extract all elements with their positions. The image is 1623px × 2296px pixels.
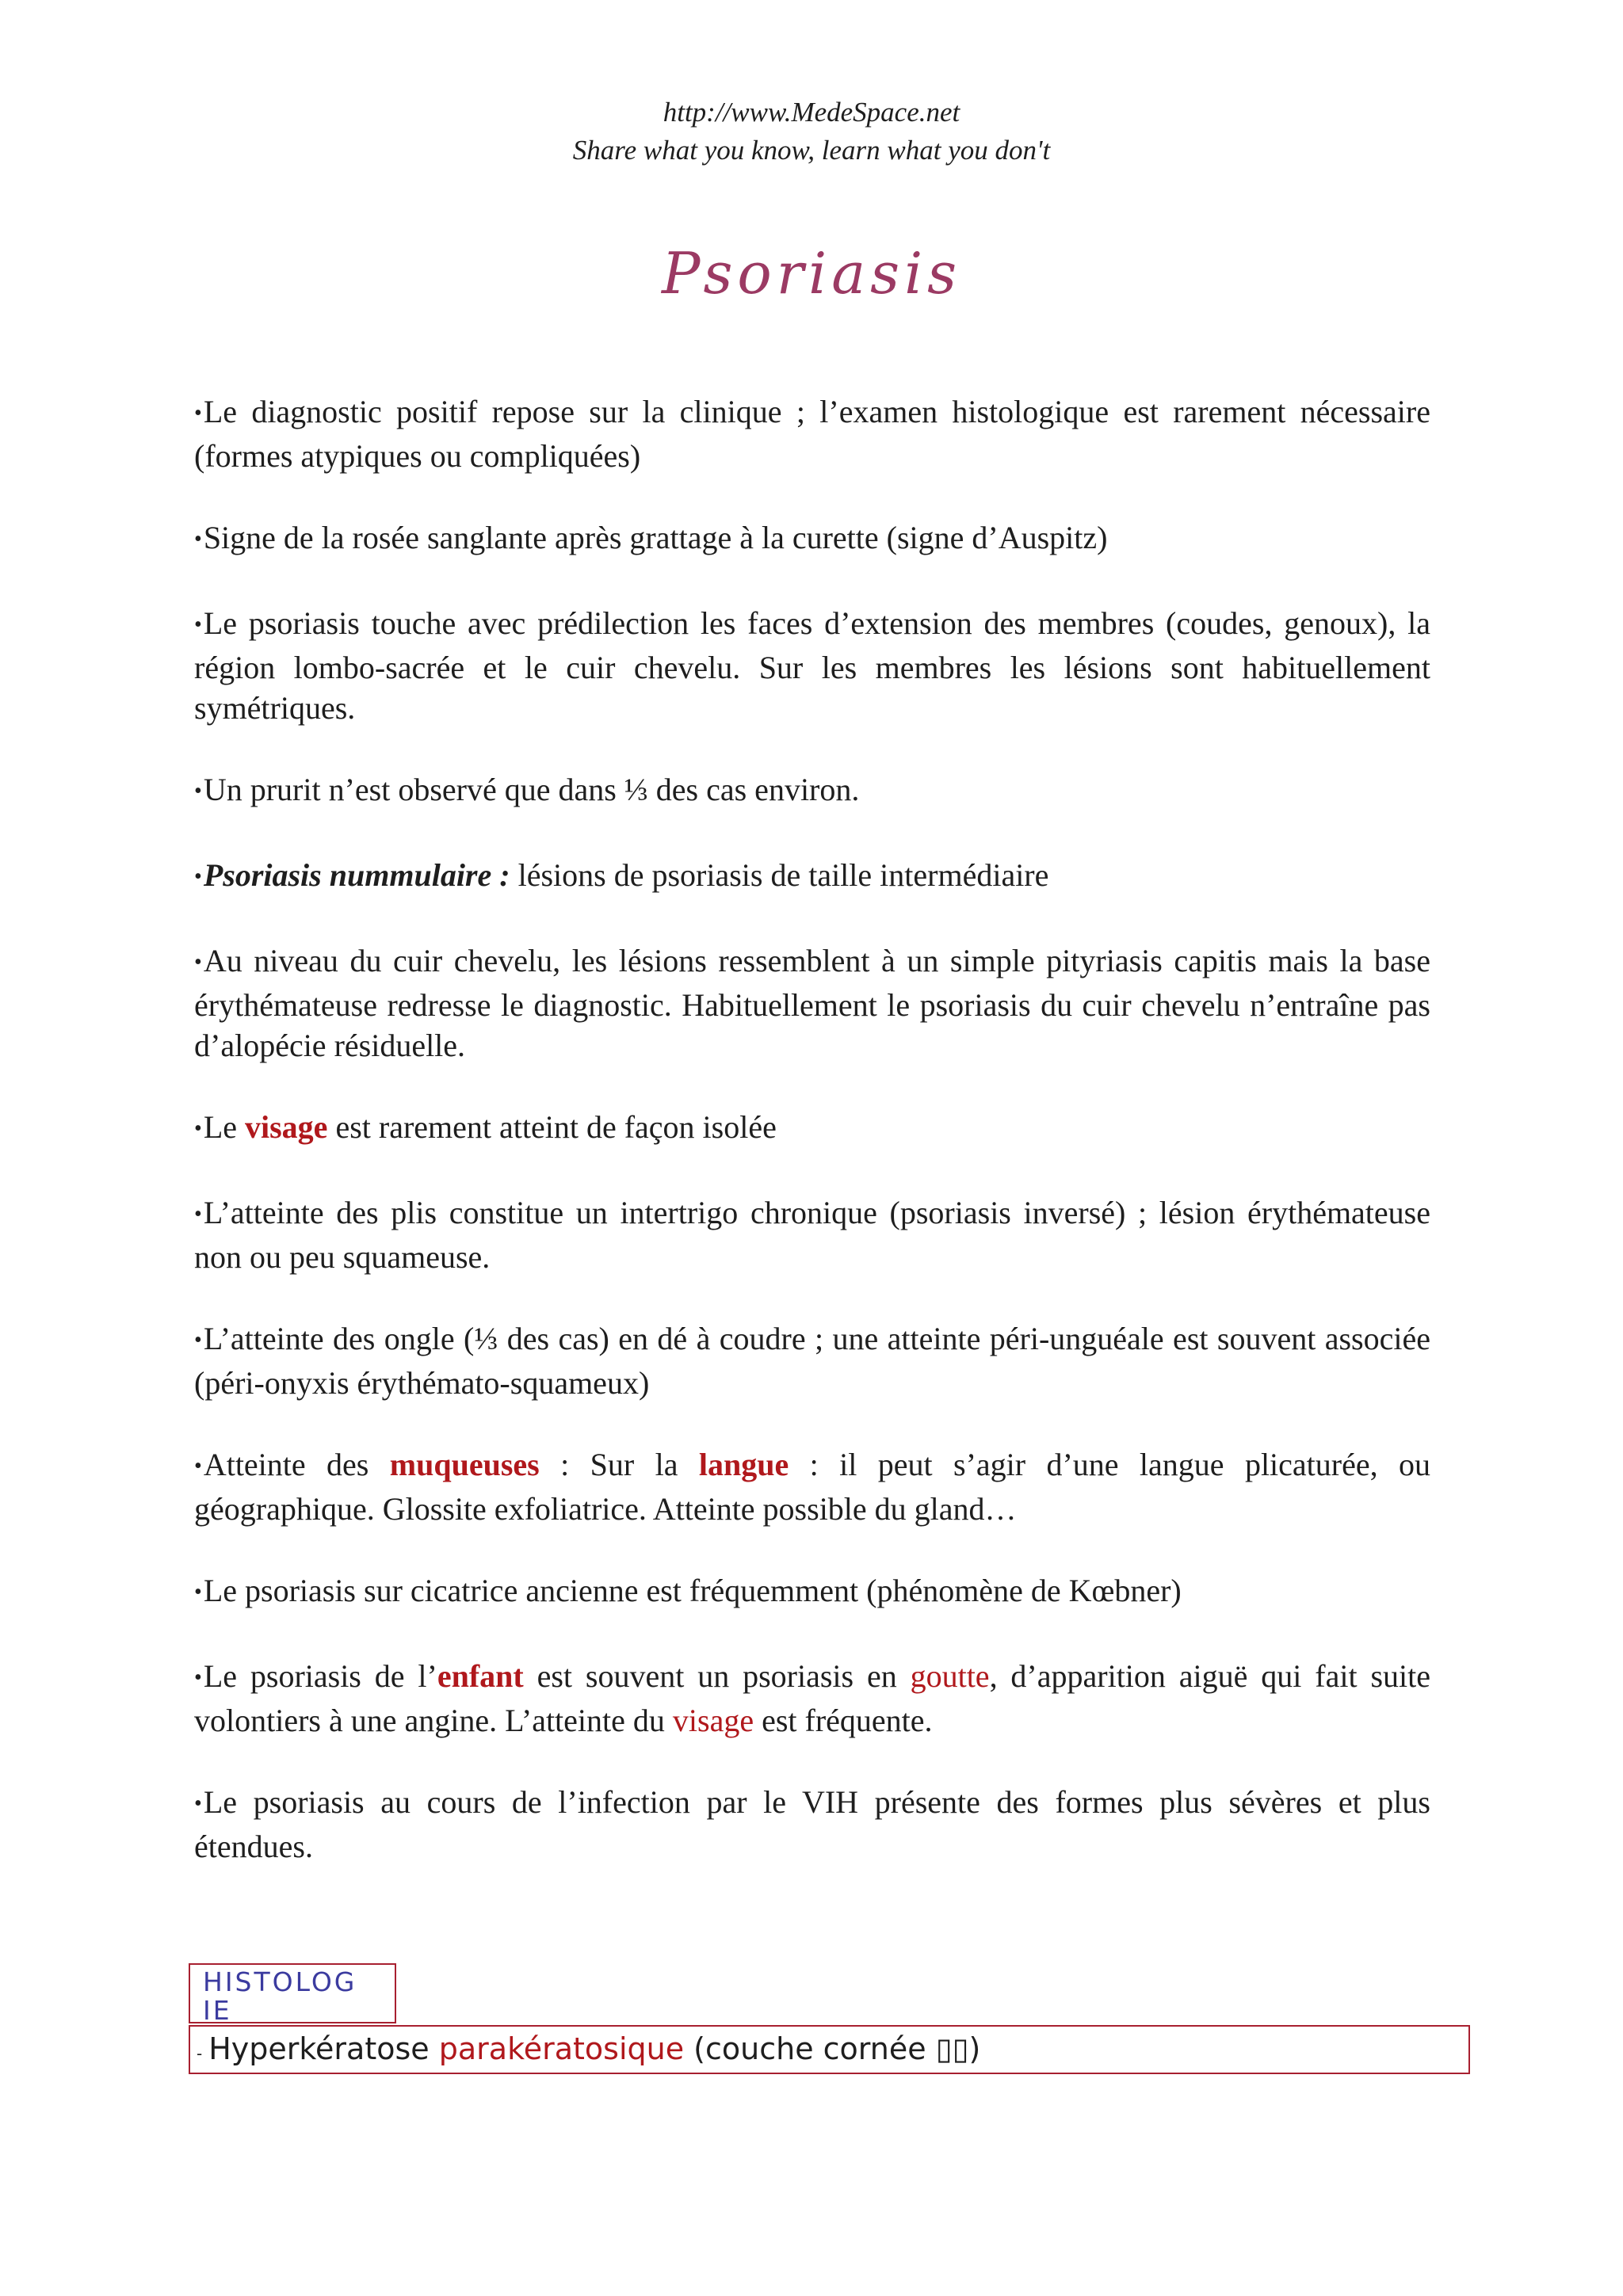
bullet-icon: • <box>194 1202 202 1226</box>
header-url[interactable]: http://www.MedeSpace.net <box>663 97 960 128</box>
keyword-enfant: enfant <box>437 1658 524 1694</box>
keyword-visage-2: visage <box>672 1703 754 1738</box>
paragraph-koebner: •Le psoriasis sur cicatrice ancienne est fréquemment (phénomène de Kœbner) <box>194 1573 1182 1608</box>
paragraph-muqueuses: •Atteinte des muqueuses : Sur la langue : il peut s’agir d’une langue plicaturée, ou géographique. Glossite exfoliatrice. Atteinte possible du gland… <box>194 1447 1431 1527</box>
bullet-icon: • <box>194 1328 202 1352</box>
bullet-icon: • <box>194 612 202 637</box>
page-header <box>0 93 1623 170</box>
keyword-parakeratosique: parakératosique <box>438 2031 685 2066</box>
paragraph-visage: •Le visage est rarement atteint de façon isolée <box>194 1109 777 1145</box>
bullet-icon: • <box>194 1116 202 1141</box>
paragraph-prurit: •Un prurit n’est observé que dans ⅓ des cas environ. <box>194 772 860 807</box>
histologie-label: HISTOLOG IE <box>189 1963 396 2023</box>
bullet-icon: • <box>194 1791 202 1816</box>
paragraph-vih: •Le psoriasis au cours de l’infection par le VIH présente des formes plus sévères et plus étendues. <box>194 1784 1430 1864</box>
missing-glyph-icon: ▯▯ <box>935 2031 969 2066</box>
paragraph-localisation: •Le psoriasis touche avec prédilection les faces d’extension des membres (coudes, genoux), la région lombo-sacrée et le cuir chevelu. Sur les membres les lésions sont habituellement symétriques. <box>194 605 1430 726</box>
paragraph-enfant: •Le psoriasis de l’enfant est souvent un psoriasis en goutte, d’apparition aiguë qui fait suite volontiers à une angine. L’atteinte du visage est fréquente. <box>194 1658 1431 1738</box>
paragraph-nummulaire: •Psoriasis nummulaire : lésions de psoriasis de taille intermédiaire <box>194 857 1049 893</box>
header-tagline: Share what you know, learn what you don't <box>572 135 1051 166</box>
histologie-item: - Hyperkératose parakératosique (couche cornée ▯▯) <box>189 2025 1470 2074</box>
keyword-muqueuses: muqueuses <box>389 1447 540 1482</box>
bullet-icon: • <box>194 864 202 889</box>
keyword-visage: visage <box>245 1109 328 1145</box>
term-nummulaire: Psoriasis nummulaire : <box>203 857 510 893</box>
paragraph-plis: •L’atteinte des plis constitue un intertrigo chronique (psoriasis inversé) ; lésion érythémateuse non ou peu squameuse. <box>194 1195 1430 1275</box>
bullet-icon: • <box>194 527 202 551</box>
paragraph-auspitz: •Signe de la rosée sanglante après grattage à la curette (signe d’Auspitz) <box>194 520 1108 555</box>
bullet-icon: • <box>194 1580 202 1604</box>
page-title: Psoriasis <box>661 240 962 307</box>
paragraph-diagnostic: •Le diagnostic positif repose sur la clinique ; l’examen histologique est rarement nécessaire (formes atypiques ou compliquées) <box>194 394 1430 474</box>
bullet-icon: • <box>194 1665 202 1690</box>
bullet-icon: • <box>194 401 202 425</box>
bullet-icon: • <box>194 1454 202 1478</box>
keyword-goutte: goutte <box>910 1658 990 1694</box>
dash-icon: - <box>197 2044 203 2063</box>
paragraph-cuir-chevelu: •Au niveau du cuir chevelu, les lésions ressemblent à un simple pityriasis capitis mais la base érythémateuse redresse le diagnostic. Habituellement le psoriasis du cuir chevelu n’entraîne pas d’alopécie résiduelle. <box>194 943 1430 1063</box>
bullet-icon: • <box>194 950 202 974</box>
keyword-langue: langue <box>698 1447 789 1482</box>
document-body <box>194 391 1430 1908</box>
bullet-icon: • <box>194 779 202 803</box>
paragraph-ongles: •L’atteinte des ongle (⅓ des cas) en dé à coudre ; une atteinte péri-unguéale est souvent associée (péri-onyxis érythémato-squameux) <box>194 1321 1430 1401</box>
